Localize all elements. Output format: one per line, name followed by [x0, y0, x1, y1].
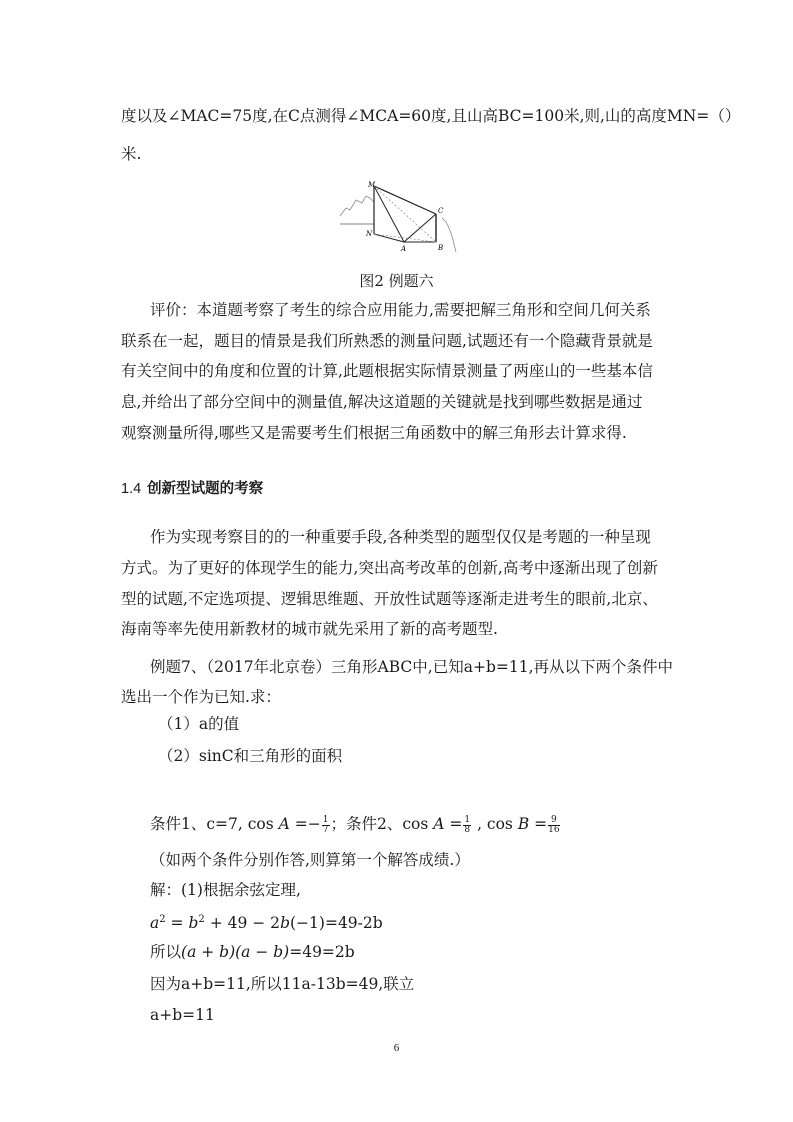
figure-label-a: A: [401, 245, 407, 253]
evaluation-line-1: 评价：本道题考察了考生的综合应用能力,需要把解三角形和空间几何关系: [150, 301, 651, 319]
paragraph-line-4: 海南等率先使用新教材的城市就先采用了新的高考题型.: [121, 620, 498, 638]
paragraph-line-2: 方式。为了更好的体现学生的能力,突出高考改革的创新,高考中逐渐出现了创新: [121, 559, 658, 577]
cos-function-2: cos: [402, 815, 429, 833]
frac3-denominator: 16: [548, 824, 560, 835]
evaluation-line-4: 息,并给出了部分空间中的测量值,解决这道题的关键就是找到哪些数据是通过: [121, 393, 643, 411]
comma: ,: [472, 815, 487, 833]
eq1-a: a: [150, 914, 160, 933]
condition-2-prefix: ；条件2、: [330, 815, 403, 833]
frac2-numerator: 1: [464, 814, 471, 825]
section-title: 创新型试题的考察: [147, 480, 264, 497]
section-heading: [121, 477, 263, 498]
text-line-2: 米.: [121, 145, 142, 163]
example-line-1: 例题7、（2017年北京卷）三角形ABC中,已知a+b=11,再从以下两个条件中: [150, 658, 674, 676]
cos-function-3: cos: [486, 815, 513, 833]
evaluation-line-5: 观察测量所得,哪些又是需要考生们根据三角函数中的解三角形去计算求得.: [121, 424, 627, 442]
eq1-b-exponent: 2: [198, 914, 205, 925]
text-line-1: 度以及∠MAC=75度,在C点测得∠MCA=60度,且山高BC=100米,则,山的高度MN=（）: [121, 107, 741, 125]
eq2-tail: =49=2b: [289, 943, 355, 961]
eq2-expression: (a + b)(a − b): [181, 943, 290, 961]
conditions-line: [150, 814, 561, 835]
eq1-tail: =49-2b: [324, 914, 383, 933]
eq1-b-2: b: [280, 914, 290, 933]
page-number: 6: [393, 1042, 400, 1054]
eq1-equals: =: [165, 914, 189, 933]
equation-2: [150, 942, 355, 962]
eq2-prefix: 所以: [150, 943, 182, 961]
angle-b: B: [517, 815, 530, 833]
eq1-rest: + 49 − 2: [204, 914, 281, 933]
note-line: （如两个条件分别作答,则算第一个解答成绩.）: [150, 851, 470, 869]
angle-a-2: A: [433, 815, 445, 833]
equation-4: a+b=11: [150, 1006, 215, 1024]
question-2: （2）sinC和三角形的面积: [158, 747, 343, 765]
figure-label-c: C: [438, 207, 444, 215]
eq1-paren: (−1): [290, 914, 325, 933]
mountain-diagram-figure: [336, 178, 461, 258]
figure-label-m: M: [368, 181, 376, 189]
angle-a: A: [278, 815, 290, 833]
cos-function: cos: [247, 815, 274, 833]
equation-1: [150, 910, 383, 933]
eq1-b: b: [188, 914, 199, 933]
frac1-numerator: 1: [322, 814, 329, 825]
question-1: （1）a的值: [158, 715, 240, 733]
paragraph-line-1: 作为实现考察目的的一种重要手段,各种类型的题型仅仅是考题的一种呈现: [150, 528, 651, 546]
frac2-denominator: 8: [464, 824, 471, 835]
evaluation-line-2: 联系在一起，题目的情景是我们所熟悉的测量问题,试题还有一个隐藏背景就是: [121, 332, 653, 350]
equation-3: 因为a+b=11,所以11a-13b=49,联立: [150, 975, 415, 993]
section-number: 1.4: [121, 481, 142, 497]
figure-caption: 图2 例题六: [359, 272, 434, 290]
figure-label-n: N: [366, 230, 373, 238]
solution-line: 解：(1)根据余弦定理,: [150, 881, 301, 899]
equals-negative: =−: [289, 815, 321, 833]
condition-1-prefix: 条件1、c=7,: [150, 815, 248, 833]
fraction-1-7: [322, 816, 330, 835]
equals-2: =: [529, 815, 548, 833]
fraction-9-16: [548, 816, 559, 835]
figure-label-b: B: [438, 244, 444, 252]
example-line-2: 选出一个作为已知.求：: [121, 688, 281, 706]
evaluation-line-3: 有关空间中的角度和位置的计算,此题根据实际情景测量了两座山的一些基本信: [121, 362, 653, 380]
eq1-a-exponent: 2: [159, 914, 166, 925]
frac1-denominator: 7: [322, 824, 329, 835]
fraction-1-8: [463, 816, 471, 835]
equals: =: [444, 815, 463, 833]
frac3-numerator: 9: [548, 816, 559, 826]
paragraph-line-3: 型的试题,不定选项提、逻辑思维题、开放性试题等逐渐走进考生的眼前,北京、: [121, 590, 658, 608]
